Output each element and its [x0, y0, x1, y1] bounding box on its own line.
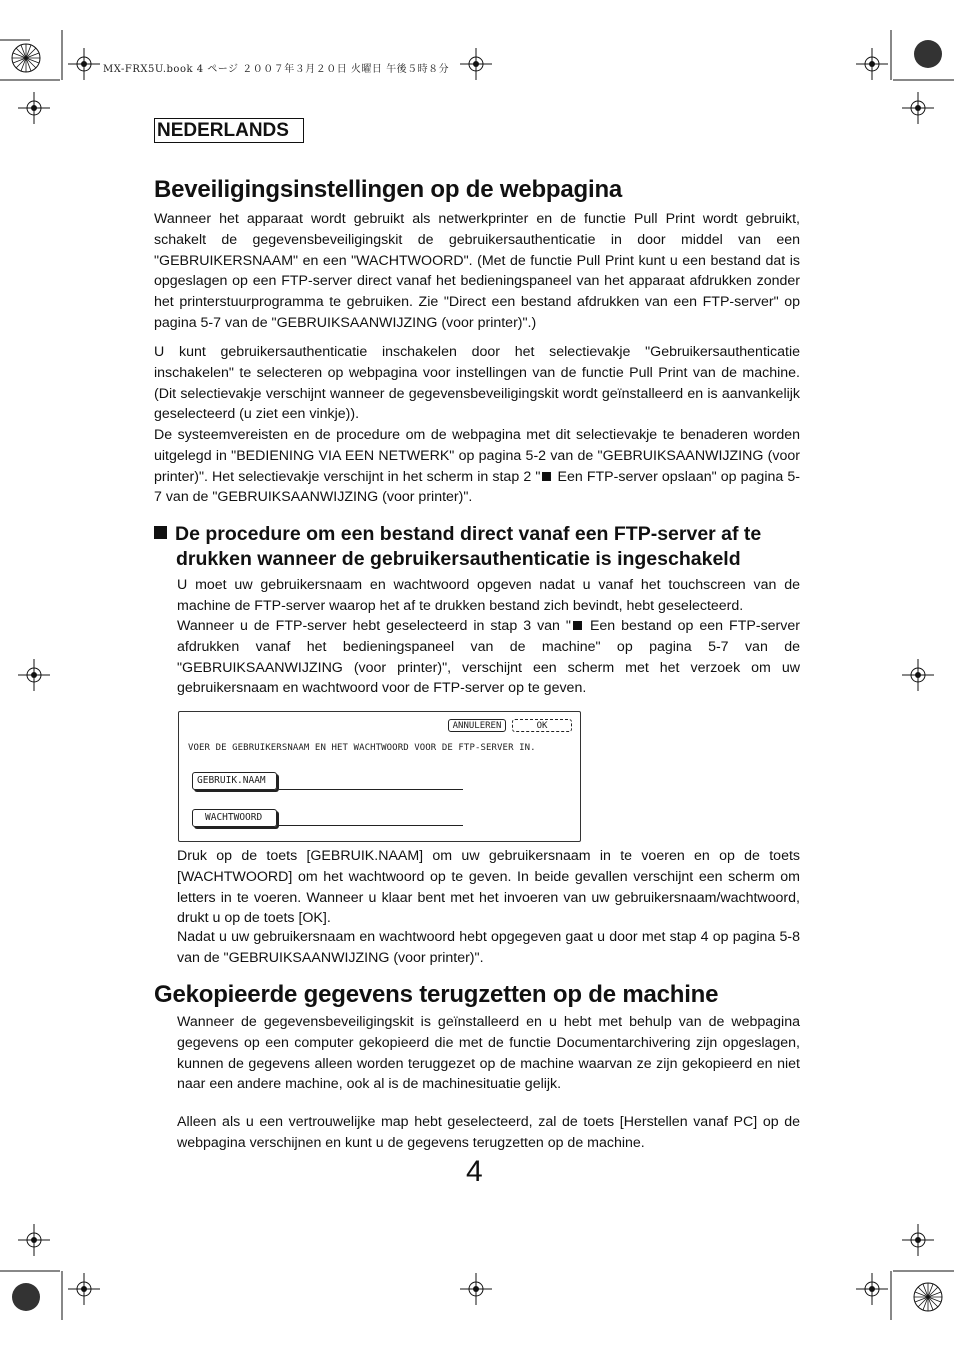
- section2-paragraph-1: Wanneer de gegevensbeveiligingskit is geïnstalleerd en u hebt met behulp van de webpagina gegevens op een computer gekopieerd die met de functie Documentarchivering zijn opgeslagen, kunnen de gegevens alleen worden teruggezet op de machine waarvan ze zijn gekopieerd en niet naar een andere machine, ook al is de machinesituatie gelijk.: [177, 1014, 800, 1093]
- section1-paragraph-3: De systeemvereisten en de procedure om de webpagina met dit selectievakje te benaderen worden uitgelegd in "BEDIENING VIA EEN NETWERK" op pagina 5-2 van de "GEBRUIKSAANWIJZING (voor printer)". Het selectievakje verschijnt in het scherm in stap 2 " Een FTP-server opslaan" op pagina 5-7 van de "GEBRUIKSAANWIJZING (voor printer)".: [154, 427, 800, 506]
- section-title-restore-data: Gekopieerde gegevens terugzetten op de machine: [154, 981, 719, 1008]
- print-header: MX-FRX5U.book 4 ページ ２００７年３月２０日 火曜日 午後５時８分: [103, 64, 450, 75]
- dialog-message: VOER DE GEBRUIKERSNAAM EN HET WACHTWOORD VOOR DE FTP-SERVER IN.: [188, 743, 536, 753]
- password-button[interactable]: WACHTWOORD: [192, 809, 277, 827]
- ok-button[interactable]: OK: [512, 719, 572, 732]
- procedure-paragraph-4: Nadat u uw gebruikersnaam en wachtwoord hebt opgegeven gaat u door met stap 4 op pagina 5-8 van de "GEBRUIKSAANWIJZING (voor printer)".: [177, 929, 800, 966]
- language-badge: NEDERLANDS: [154, 118, 304, 143]
- username-button[interactable]: GEBRUIK.NAAM: [192, 772, 277, 790]
- section2-paragraph-2: Alleen als u een vertrouwelijke map hebt geselecteerd, zal de toets [Herstellen vanaf PC] op de webpagina verschijnen en kunt u de gegevens terugzetten op de machine.: [177, 1114, 800, 1151]
- section1-paragraph-2: U kunt gebruikersauthenticatie inschakelen door het selectievakje "Gebruikersauthenticatie inschakelen" te selecteren op webpagina voor instellingen van de functie Pull Print van de machine. (Dit selectievakje verschijnt wanneer de gegevensbeveiligingskit wordt geïnstalleerd en is aanvankelijk geselecteerd (u ziet een vinkje)).: [154, 344, 800, 423]
- section-title-web-security: Beveiligingsinstellingen op de webpagina: [154, 176, 623, 203]
- cancel-button[interactable]: ANNULEREN: [448, 719, 506, 732]
- procedure-heading: De procedure om een bestand direct vanaf een FTP-server af te drukken wanneer de gebruikersauthenticatie is ingeschakeld: [154, 522, 804, 572]
- page-number: 4: [466, 1155, 483, 1188]
- procedure-paragraph-1: U moet uw gebruikersnaam en wachtwoord opgeven nadat u vanaf het touchscreen van de machine de FTP-server waarop het af te drukken bestand zich bevindt, hebt geselecteerd.: [177, 577, 800, 614]
- procedure-paragraph-2: Wanneer u de FTP-server hebt geselecteerd in stap 3 van " Een bestand op een FTP-server afdrukken vanaf het bedieningspaneel van de machine" op pagina 5-7 van de "GEBRUIKSAANWIJZING (voor printer)", verschijnt een scherm met het verzoek om uw gebruikersnaam en wachtwoord voor de FTP-server op te geven.: [177, 618, 800, 697]
- section1-paragraph-1: Wanneer het apparaat wordt gebruikt als netwerkprinter en de functie Pull Print wordt gebruikt, schakelt de gegevensbeveiligingskit de gebruikersauthenticatie in door middel van een "GEBRUIKERSNAAM" en een "WACHTWOORD". (Met de functie Pull Print kunt u een bestand dat is opgeslagen op een FTP-server direct vanaf het bedieningspaneel van het apparaat afdrukken zonder het printerstuurprogramma te gebruiken. Zie "Direct een bestand afdrukken van een FTP-server" op pagina 5-7 van de "GEBRUIKSAANWIJZING (voor printer)".): [154, 211, 800, 331]
- procedure-paragraph-3: Druk op de toets [GEBRUIK.NAAM] om uw gebruikersnaam in te voeren en op de toets [WACHTWOORD] om het wachtwoord op te geven. In beide gevallen verschijnt een scherm om letters in te voeren. Wanneer u klaar bent met het invoeren van uw gebruikersnaam/wachtwoord, drukt u op de toets [OK].: [177, 848, 800, 927]
